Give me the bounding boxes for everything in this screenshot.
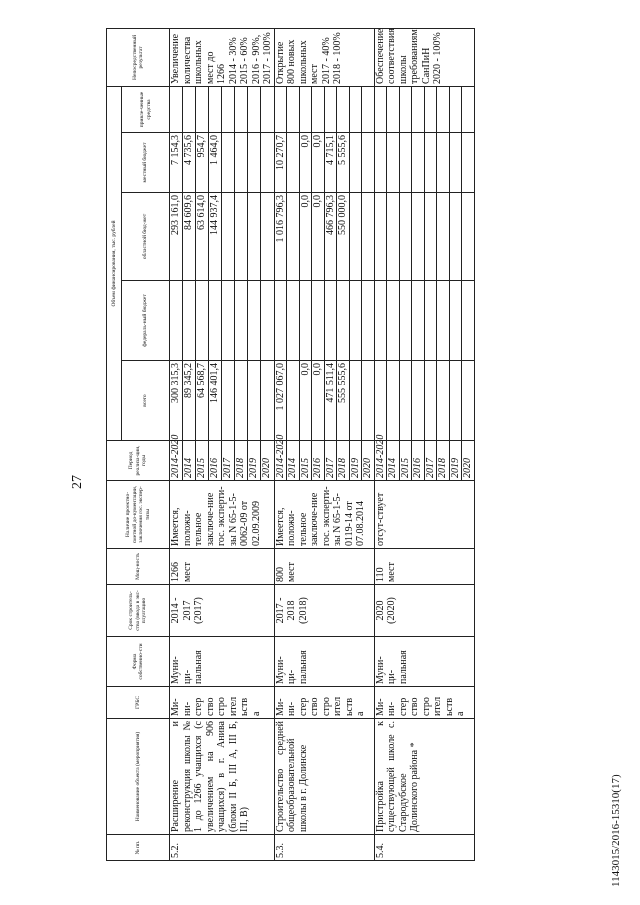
object-name: Расширение и реконструкция школы № 1 до 1266 учащихся (с увеличением на 906 учащихся) в г. Анива (блоки II Б, III А, III Б, III, В): [170, 719, 275, 835]
period-year: 2020: [261, 441, 274, 481]
private-value: [196, 86, 209, 132]
total-value: [261, 361, 274, 441]
investment-table: [106, 28, 475, 861]
capacity-cell: 110 мест: [374, 549, 474, 585]
document-id: 1143015/2016-15310(17): [610, 774, 622, 887]
col-private-header: привле-ченные средства: [122, 86, 170, 132]
total-value: [399, 361, 412, 441]
total-value: [437, 361, 450, 441]
period-year: 2018: [337, 441, 350, 481]
private-value: [274, 86, 287, 132]
private-value: [424, 86, 437, 132]
capacity-cell: 800 мест: [274, 549, 374, 585]
page-number: 27: [70, 475, 85, 489]
period-year: 2019: [248, 441, 261, 481]
federal-value: [287, 281, 300, 361]
federal-value: [437, 281, 450, 361]
local-value: [387, 133, 400, 193]
col-local-header: местный бюджет: [122, 133, 170, 193]
local-value: 4 735,6: [183, 133, 196, 193]
private-value: [462, 86, 475, 132]
regional-value: [424, 193, 437, 281]
period-year: 2014-2020: [274, 441, 287, 481]
period-year: 2015: [196, 441, 209, 481]
total-value: [387, 361, 400, 441]
local-value: 0,0: [312, 133, 325, 193]
table-row: [274, 28, 287, 860]
federal-value: [449, 281, 462, 361]
total-value: 146 401,4: [209, 361, 222, 441]
regional-value: 293 161,0: [170, 193, 183, 281]
period-year: 2017: [222, 441, 235, 481]
period-year: 2017: [424, 441, 437, 481]
federal-value: [209, 281, 222, 361]
federal-value: [170, 281, 183, 361]
federal-value: [399, 281, 412, 361]
period-year: 2018: [235, 441, 248, 481]
col-federal-header: федераль-ный бюджет: [122, 281, 170, 361]
col-docs-header: Наличие проектно-сметной до-кументации, заключения гос. экспер-тизы: [107, 481, 170, 549]
regional-value: 0,0: [299, 193, 312, 281]
regional-value: [248, 193, 261, 281]
capacity-cell: 1266 мест: [170, 549, 275, 585]
regional-value: 84 609,6: [183, 193, 196, 281]
private-value: [209, 86, 222, 132]
regional-value: [399, 193, 412, 281]
private-value: [412, 86, 425, 132]
private-value: [183, 86, 196, 132]
federal-value: [337, 281, 350, 361]
col-name-header: Наименование объекта (мероприятия): [107, 719, 170, 835]
total-value: 300 315,3: [170, 361, 183, 441]
total-value: [412, 361, 425, 441]
regional-value: [437, 193, 450, 281]
federal-value: [196, 281, 209, 361]
private-value: [349, 86, 362, 132]
federal-value: [324, 281, 337, 361]
regional-value: 144 937,4: [209, 193, 222, 281]
federal-value: [412, 281, 425, 361]
period-year: 2018: [437, 441, 450, 481]
col-regional-header: областной бюд-жет: [122, 193, 170, 281]
table-row: [374, 28, 387, 860]
period-year: 2016: [412, 441, 425, 481]
federal-value: [261, 281, 274, 361]
docs-cell: Имеется, положи-тельное заключе-ние гос. эксперти-зы N 65-1-5-0062-09 от 02.09.2009: [170, 481, 275, 549]
federal-value: [299, 281, 312, 361]
col-capacity-header: Мощ-ность: [107, 549, 170, 585]
private-value: [287, 86, 300, 132]
period-year: 2015: [399, 441, 412, 481]
ownership-cell: Муни- ци- пальная: [374, 637, 474, 687]
total-value: [462, 361, 475, 441]
header-row: [107, 28, 122, 860]
private-value: [437, 86, 450, 132]
result-cell: Обеспечение соответствия школы требованиям СанПиН 2020 - 100%: [374, 28, 474, 86]
federal-value: [248, 281, 261, 361]
period-year: 2014: [387, 441, 400, 481]
private-value: [399, 86, 412, 132]
grbs-cell: Ми- ни- стер ство стро ител ьств а: [374, 687, 474, 719]
row-num: 5.2.: [170, 835, 275, 861]
docs-cell: отсут-ствует: [374, 481, 474, 549]
regional-value: [449, 193, 462, 281]
regional-value: 0,0: [312, 193, 325, 281]
private-value: [248, 86, 261, 132]
period-year: 2020: [362, 441, 375, 481]
local-value: [374, 133, 387, 193]
period-year: 2017: [324, 441, 337, 481]
local-value: 1 464,0: [209, 133, 222, 193]
local-value: [235, 133, 248, 193]
local-value: [449, 133, 462, 193]
local-value: [462, 133, 475, 193]
total-value: [374, 361, 387, 441]
local-value: 10 270,7: [274, 133, 287, 193]
total-value: 64 568,7: [196, 361, 209, 441]
federal-value: [374, 281, 387, 361]
regional-value: [387, 193, 400, 281]
period-year: 2015: [299, 441, 312, 481]
period-year: 2016: [312, 441, 325, 481]
local-value: [222, 133, 235, 193]
federal-value: [362, 281, 375, 361]
private-value: [362, 86, 375, 132]
local-value: 0,0: [299, 133, 312, 193]
row-num: 5.3.: [274, 835, 374, 861]
local-value: [362, 133, 375, 193]
federal-value: [274, 281, 287, 361]
federal-value: [222, 281, 235, 361]
regional-value: [374, 193, 387, 281]
col-financing-header: Объем финансирования, тыс. рублей: [107, 86, 122, 440]
private-value: [449, 86, 462, 132]
federal-value: [235, 281, 248, 361]
regional-value: [349, 193, 362, 281]
period-year: 2014: [183, 441, 196, 481]
ownership-cell: Муни- ци- пальная: [274, 637, 374, 687]
regional-value: [462, 193, 475, 281]
regional-value: 466 796,3: [324, 193, 337, 281]
col-grbs-header: ГРБС: [107, 687, 170, 719]
total-value: [287, 361, 300, 441]
regional-value: 63 614,0: [196, 193, 209, 281]
regional-value: [235, 193, 248, 281]
period-year: 2016: [209, 441, 222, 481]
period-year: 2020: [462, 441, 475, 481]
period-year: 2014-2020: [170, 441, 183, 481]
regional-value: 1 016 796,3: [274, 193, 287, 281]
private-value: [222, 86, 235, 132]
local-value: [437, 133, 450, 193]
period-year: 2019: [449, 441, 462, 481]
federal-value: [424, 281, 437, 361]
total-value: [248, 361, 261, 441]
period-year: 2019: [349, 441, 362, 481]
table-row: [170, 28, 183, 860]
total-value: 1 027 067,0: [274, 361, 287, 441]
local-value: 954,7: [196, 133, 209, 193]
total-value: [235, 361, 248, 441]
total-value: 0,0: [312, 361, 325, 441]
federal-value: [183, 281, 196, 361]
total-value: [449, 361, 462, 441]
local-value: 5 555,6: [337, 133, 350, 193]
local-value: [287, 133, 300, 193]
total-value: [222, 361, 235, 441]
federal-value: [312, 281, 325, 361]
regional-value: [412, 193, 425, 281]
regional-value: [287, 193, 300, 281]
object-name: Строительство средней общеобразовательной школы в г. Долинске: [274, 719, 374, 835]
local-value: [399, 133, 412, 193]
deadline-cell: 2017 - 2018 (2018): [274, 585, 374, 637]
grbs-cell: Ми- ни- стер ство стро ител ьств а: [274, 687, 374, 719]
col-num-header: № пп.: [107, 835, 170, 861]
col-ownership-header: Форма собственно-сти: [107, 637, 170, 687]
deadline-cell: 2014 - 2017 (2017): [170, 585, 275, 637]
regional-value: 550 000,0: [337, 193, 350, 281]
federal-value: [349, 281, 362, 361]
total-value: 89 345,2: [183, 361, 196, 441]
result-cell: Открытие 800 новых школьных мест 2017 - 40% 2018 - 100%: [274, 28, 374, 86]
local-value: 4 715,1: [324, 133, 337, 193]
total-value: 555 555,6: [337, 361, 350, 441]
total-value: 0,0: [299, 361, 312, 441]
local-value: [248, 133, 261, 193]
object-name: Пристройка к существующей школе с. Стародубское Долинского района *: [374, 719, 474, 835]
ownership-cell: Муни- ци- пальная: [170, 637, 275, 687]
regional-value: [362, 193, 375, 281]
period-year: 2014-2020: [374, 441, 387, 481]
regional-value: [261, 193, 274, 281]
docs-cell: Имеется, положи-тельное заключе-ние гос. эксперти-зы N 65-1-5-0119-14 от 07.08.2014: [274, 481, 374, 549]
total-value: [424, 361, 437, 441]
col-period-header: Период реализа-ции, годы: [107, 441, 170, 481]
col-total-header: всего: [122, 361, 170, 441]
row-num: 5.4.: [374, 835, 474, 861]
private-value: [312, 86, 325, 132]
local-value: [412, 133, 425, 193]
private-value: [235, 86, 248, 132]
private-value: [299, 86, 312, 132]
local-value: 7 154,3: [170, 133, 183, 193]
local-value: [424, 133, 437, 193]
regional-value: [222, 193, 235, 281]
total-value: [362, 361, 375, 441]
col-result-header: Непосредственный результат: [107, 28, 170, 86]
table-body: [170, 28, 475, 860]
private-value: [387, 86, 400, 132]
col-deadline-header: Срок строитель-ства (ввода в экс-плуатацию: [107, 585, 170, 637]
private-value: [337, 86, 350, 132]
local-value: [261, 133, 274, 193]
private-value: [170, 86, 183, 132]
total-value: [349, 361, 362, 441]
federal-value: [387, 281, 400, 361]
private-value: [374, 86, 387, 132]
total-value: 471 511,4: [324, 361, 337, 441]
private-value: [324, 86, 337, 132]
private-value: [261, 86, 274, 132]
result-cell: Увеличение количества школьных мест до 1266 2014 - 30% 2015 - 60% 2016 - 90%, 2017 - 100%: [170, 28, 275, 86]
deadline-cell: 2020 (2020): [374, 585, 474, 637]
period-year: 2014: [287, 441, 300, 481]
grbs-cell: Ми- ни- стер ство стро ител ьств а: [170, 687, 275, 719]
federal-value: [462, 281, 475, 361]
local-value: [349, 133, 362, 193]
